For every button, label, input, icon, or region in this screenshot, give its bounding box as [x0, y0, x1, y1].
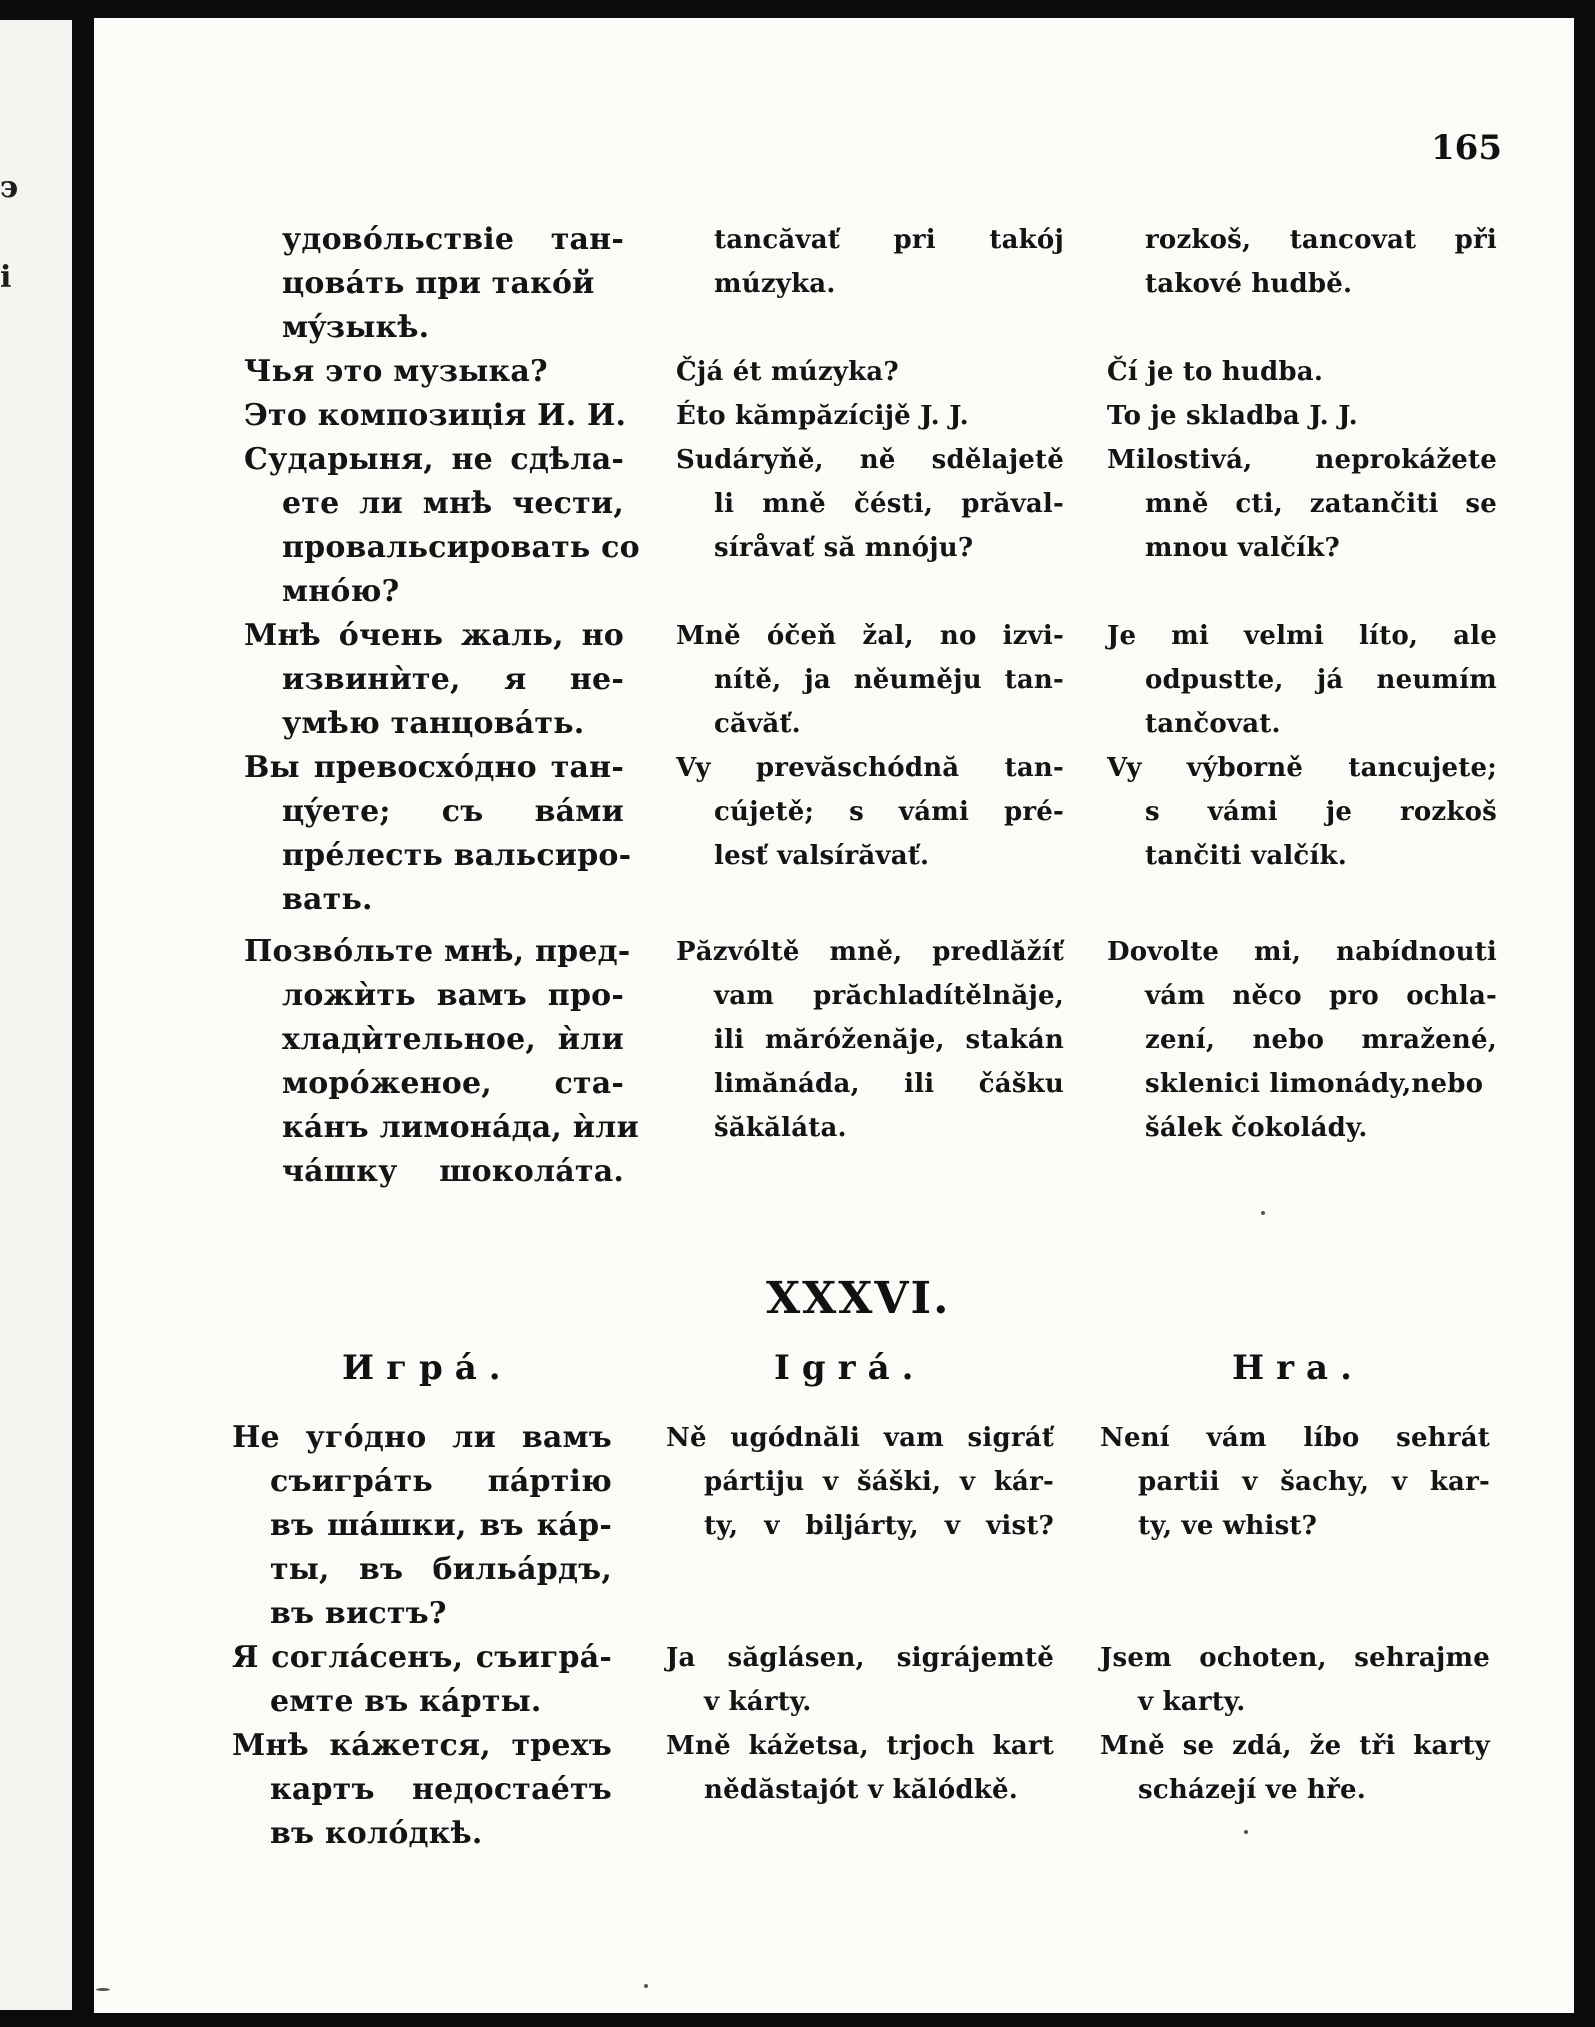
text-line: Mně óčeň žal, no izvi- [676, 621, 1064, 651]
paragraph [676, 350, 1064, 394]
text-line: въ вистъ? [270, 1596, 447, 1631]
text-line: Vy prevăschódnă tan- [676, 753, 1064, 783]
text-line: съигрáть пáртію [270, 1464, 612, 1499]
text-line: хладѝтельное, ѝли [282, 1022, 624, 1057]
scan-speck [96, 1988, 110, 1991]
scan-speck [1261, 1211, 1265, 1215]
text-line: ty, ve whist? [1138, 1511, 1318, 1541]
text-line: Чья это музыка? [244, 354, 548, 389]
paragraph [244, 746, 632, 922]
paragraph [244, 930, 639, 1194]
paragraph [244, 350, 624, 394]
scan-speck [1244, 1830, 1248, 1834]
text-line: провальсировать со [282, 530, 640, 565]
paragraph [1100, 1636, 1490, 1724]
text-line: ложѝть вамъ про- [282, 978, 624, 1013]
chapter-number: XXXVI. [766, 1273, 951, 1324]
text-line: sklenici limonády,nebo [1145, 1069, 1484, 1099]
text-line: odpustte, já neumím [1145, 665, 1497, 695]
previous-page-fragment: э [0, 170, 19, 205]
text-line: чáшку шоколáта. [282, 1154, 624, 1189]
text-line: cújetě; s vámi pré- [714, 797, 1064, 827]
text-line: múzyka. [714, 269, 836, 299]
text-line: căvăť. [714, 709, 801, 739]
paragraph [1100, 1724, 1490, 1812]
text-line: мýзыкѣ. [282, 310, 430, 345]
paragraph [666, 1416, 1054, 1548]
text-line: lesť valsírăvať. [714, 841, 930, 871]
text-line: Не угóдно ли вамъ [232, 1420, 612, 1455]
text-line: tancăvať pri takój [714, 225, 1064, 255]
text-line: tančiti valčík. [1145, 841, 1348, 871]
text-line: rozkoš, tancovat při [1145, 225, 1497, 255]
previous-page-edge [0, 20, 72, 2010]
page-number: 165 [1431, 128, 1502, 168]
text-line: li mně čésti, prăval- [714, 489, 1064, 519]
text-line: Čí je to hudba. [1107, 357, 1324, 387]
text-line: s vámi je rozkoš [1145, 797, 1497, 827]
text-line: síråvať să mnóju? [714, 533, 974, 563]
text-line: извинѝте, я не- [282, 662, 624, 697]
text-line: ете ли мнѣ чести, [282, 486, 624, 521]
text-line: pártiju v šáški, v kár- [704, 1467, 1054, 1497]
text-line: ty, v biljárty, v vist? [704, 1511, 1054, 1541]
paragraph [1107, 614, 1497, 746]
text-line: морóженое, ста- [282, 1066, 624, 1101]
text-line: мнóю? [282, 574, 400, 609]
paragraph [1107, 930, 1497, 1150]
paragraph [676, 746, 1064, 878]
scan-speck [644, 1984, 648, 1988]
paragraph [232, 1416, 612, 1636]
paragraph [1107, 438, 1497, 570]
text-line: вать. [282, 882, 373, 917]
text-line: mnou valčík? [1145, 533, 1340, 563]
text-line: nědăstajót v kălódkě. [704, 1775, 1019, 1805]
text-line: ili mărόženăje, stakán [714, 1025, 1064, 1055]
paragraph [1107, 394, 1497, 438]
paragraph [676, 218, 1064, 306]
section-title-russian: Игрá. [342, 1348, 513, 1388]
text-line: цовáть при такóй [282, 266, 595, 301]
text-line: scházejí ve hře. [1138, 1775, 1366, 1805]
paragraph [1107, 350, 1497, 394]
text-line: Dovolte mi, nabídnouti [1107, 937, 1497, 967]
text-line: емте въ кáрты. [270, 1684, 542, 1719]
paragraph [676, 394, 1064, 438]
paragraph [1100, 1416, 1490, 1548]
text-line: mně cti, zatančiti se [1145, 489, 1497, 519]
paragraph [666, 1724, 1054, 1812]
section-title-czech: Hra. [1232, 1348, 1364, 1388]
paragraph [244, 614, 624, 746]
paragraph [1107, 746, 1497, 878]
text-line: limănáda, ili čášku [714, 1069, 1064, 1099]
paragraph [232, 1636, 612, 1724]
paragraph [676, 614, 1064, 746]
previous-page-fragment: i [0, 260, 12, 295]
paragraph [1107, 218, 1497, 306]
text-line: Мнѣ кáжется, трехъ [232, 1728, 612, 1763]
text-line: takové hudbě. [1145, 269, 1353, 299]
text-line: Я соглáсенъ, съигрá- [232, 1640, 612, 1675]
text-line: vám něco pro ochla- [1145, 981, 1497, 1011]
text-line: Вы превосхóдно тан- [244, 750, 624, 785]
text-line: ты, въ бильáрдъ, [270, 1552, 612, 1587]
text-line: удовóльствіе тан- [282, 222, 624, 257]
text-line: въ колóдкѣ. [270, 1816, 483, 1851]
text-line: Păzvóltě mně, predlăžíť [676, 937, 1064, 967]
paragraph [666, 1636, 1054, 1724]
text-line: картъ недостаéтъ [270, 1772, 612, 1807]
text-line: Позвóльте мнѣ, пред- [244, 934, 631, 969]
text-line: Éto kămpăzícijě J. J. [676, 401, 969, 431]
text-line: Mně se zdá, že tři karty [1100, 1731, 1490, 1761]
text-line: умѣю танцовáть. [282, 706, 585, 741]
text-line: šăkăláta. [714, 1113, 847, 1143]
text-line: v kárty. [704, 1687, 812, 1717]
text-line: Není vám líbo sehrát [1100, 1423, 1490, 1453]
text-line: цýете; съ вáми [282, 794, 624, 829]
text-line: Vy výborně tancujete; [1107, 753, 1497, 783]
text-line: vam prăchladítělnăje, [714, 981, 1064, 1011]
text-line: Ně ugódnăli vam sigráť [666, 1423, 1054, 1453]
text-line: прéлесть вальсиро- [282, 838, 632, 873]
text-line: Sudáryňě, ně sdělajetě [676, 445, 1064, 475]
book-page [94, 18, 1574, 2013]
paragraph [232, 1724, 612, 1856]
text-line: zení, nebo mražené, [1145, 1025, 1497, 1055]
text-line: šálek čokolády. [1145, 1113, 1368, 1143]
text-line: Čjá ét múzyka? [676, 357, 899, 387]
text-line: Ja săglásen, sigrájemtě [666, 1643, 1054, 1673]
paragraph [244, 394, 627, 438]
text-line: To je skladba J. J. [1107, 401, 1358, 431]
paragraph [676, 930, 1064, 1150]
section-title-rusyn: Igrá. [774, 1348, 926, 1388]
text-line: Je mi velmi líto, ale [1107, 621, 1497, 651]
paragraph [244, 218, 624, 350]
text-line: v karty. [1138, 1687, 1246, 1717]
text-line: въ шáшки, въ кáр- [270, 1508, 612, 1543]
text-line: Это композиція И. И. [244, 398, 627, 433]
text-line: Jsem ochoten, sehrajme [1100, 1643, 1490, 1673]
text-line: partii v šachy, v kar- [1138, 1467, 1490, 1497]
text-line: кáнъ лимонáда, ѝли [282, 1110, 639, 1145]
paragraph [676, 438, 1064, 570]
text-line: Milostivá, neprokážete [1107, 445, 1497, 475]
text-line: nítě, ja něuměju tan- [714, 665, 1064, 695]
text-line: Mně kážetsa, trjoch kart [666, 1731, 1054, 1761]
paragraph [244, 438, 640, 614]
text-line: Мнѣ óчень жаль, но [244, 618, 624, 653]
text-line: Сударыня, не сдѣла- [244, 442, 624, 477]
text-line: tančovat. [1145, 709, 1281, 739]
